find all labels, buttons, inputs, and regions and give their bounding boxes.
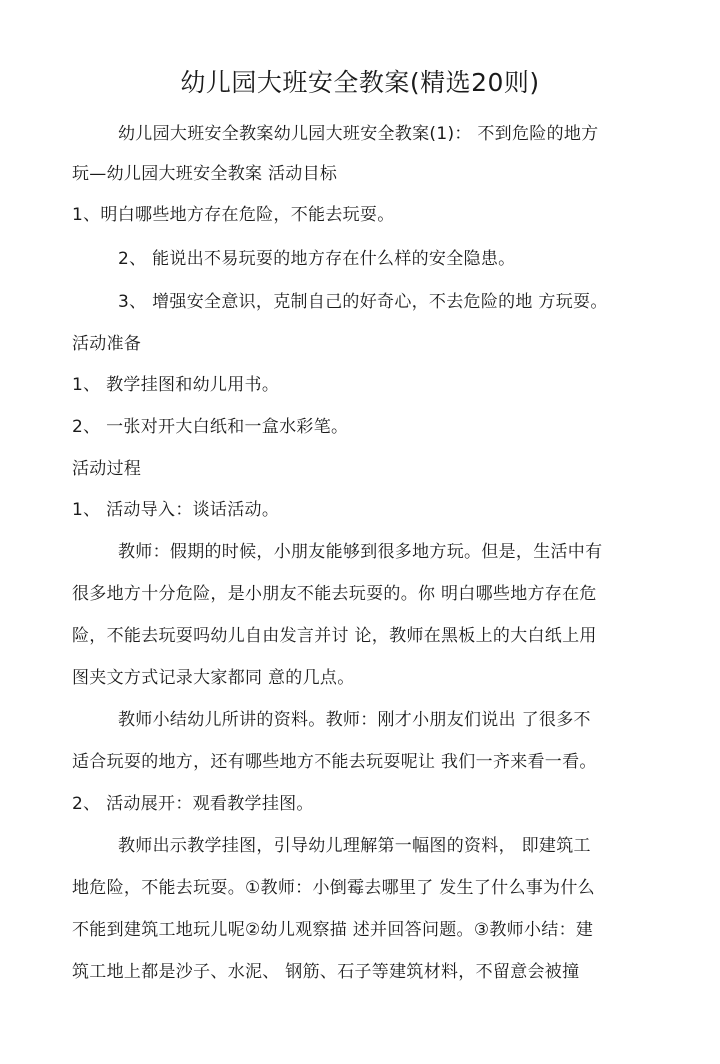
paragraph-line: 险，不能去玩耍吗幼儿自由发言并讨 论，教师在黑板上的大白纸上用 [72, 626, 597, 646]
paragraph-line: 地危险，不能去玩耍。①教师：小倒霉去哪里了 发生了什么事为什么 [72, 878, 595, 898]
paragraph-line: 教师：假期的时候，小朋友能够到很多地方玩。但是，生活中有 [118, 542, 603, 562]
list-item: 1、 活动导入：谈话活动。 [72, 500, 280, 520]
paragraph-line: 玩—幼儿园大班安全教案 活动目标 [72, 164, 338, 184]
list-item: 1、 教学挂图和幼儿用书。 [72, 375, 280, 395]
paragraph-line: 幼儿园大班安全教案幼儿园大班安全教案(1)： 不到危险的地方 [118, 124, 599, 144]
paragraph-line: 不能到建筑工地玩儿呢②幼儿观察描 述并回答问题。③教师小结：建 [72, 920, 594, 940]
paragraph-line: 筑工地上都是沙子、水泥、 钢筋、石子等建筑材料，不留意会被撞 [72, 962, 580, 982]
list-item: 2、 活动展开：观看教学挂图。 [72, 794, 314, 814]
section-heading: 活动过程 [72, 459, 142, 479]
document-title: 幼儿园大班安全教案(精选20则) [180, 68, 540, 97]
paragraph-line: 图夹文方式记录大家都同 意的几点。 [72, 668, 355, 688]
list-item: 2、 一张对开大白纸和一盒水彩笔。 [72, 417, 349, 437]
list-item: 2、 能说出不易玩耍的地方存在什么样的安全隐患。 [118, 249, 516, 269]
paragraph-line: 适合玩耍的地方，还有哪些地方不能去玩耍呢让 我们一齐来看一看。 [72, 752, 597, 772]
list-item: 1、明白哪些地方存在危险，不能去玩耍。 [72, 205, 395, 225]
paragraph-line: 教师出示教学挂图，引导幼儿理解第一幅图的资料， 即建筑工 [118, 836, 591, 856]
paragraph-line: 教师小结幼儿所讲的资料。教师：刚才小朋友们说出 了很多不 [118, 710, 591, 730]
paragraph-line: 很多地方十分危险，是小朋友不能去玩耍的。你 明白哪些地方存在危 [72, 584, 597, 604]
section-heading: 活动准备 [72, 334, 142, 354]
list-item: 3、 增强安全意识，克制自己的好奇心，不去危险的地 方玩耍。 [118, 292, 608, 312]
